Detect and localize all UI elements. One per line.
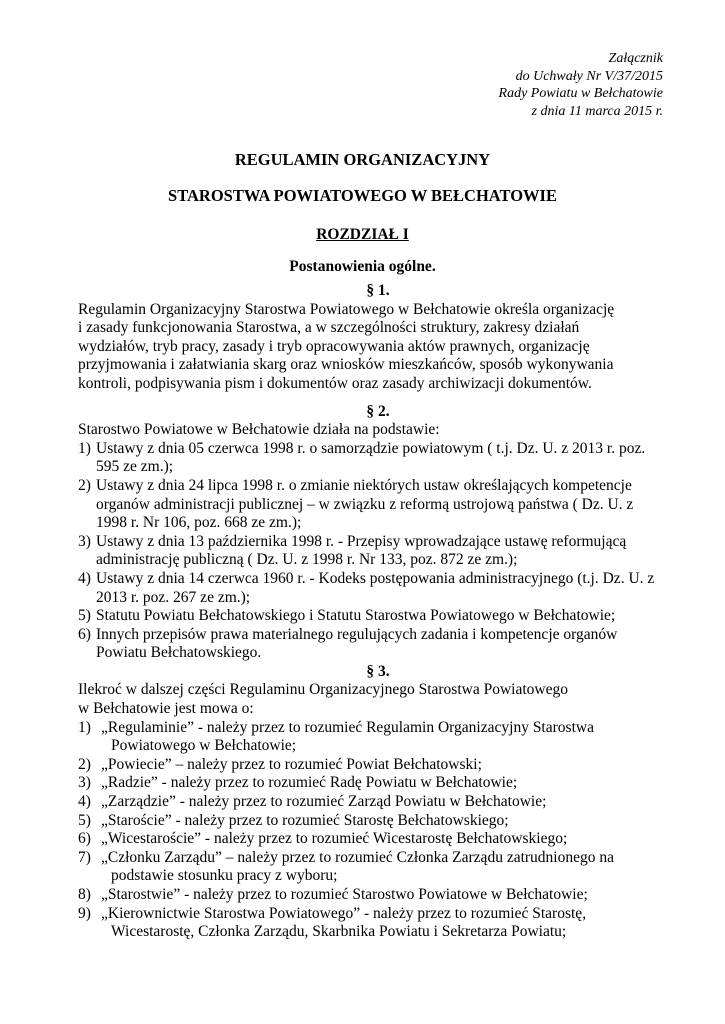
section-1-line: przyjmowania i załatwiania skarg oraz wniosków mieszkańców, sposób wykonywania (78, 356, 614, 374)
list-item-text: organów administracji publicznej – w związku z reformą ustrojową państwa ( Dz. U. z (96, 495, 634, 513)
list-item (78, 607, 678, 626)
list-item-text: „Starostwie” - należy przez to rozumieć Starostwo Powiatowe w Bełchatowie; (101, 886, 588, 903)
list-number: 3) (78, 532, 91, 550)
chapter-subtitle: Postanowienia ogólne. (289, 258, 436, 275)
attachment-line: z dnia 11 marca 2015 r. (531, 103, 663, 119)
list-number: 4) (78, 569, 91, 587)
list-item (78, 812, 678, 831)
list-number: 6) (78, 625, 91, 643)
list-number: 2) (78, 755, 91, 773)
list-item (78, 626, 678, 663)
attachment-note (499, 50, 663, 120)
section-1-line: wydziałów, tryb pracy, zasady i tryb opracowywania aktów prawnych, organizację (78, 337, 590, 355)
list-item-text: Wicestarostę, Członka Zarządu, Skarbnika Powiatu i Sekretarza Powiatu; (111, 923, 567, 941)
list-item (78, 905, 678, 942)
list-item-text: Ustawy z dnia 14 czerwca 1960 r. - Kodeks postępowania administracyjnego (t.j. Dz. U. z (96, 569, 655, 587)
list-item-text: podstawie stosunku pracy z wyboru; (111, 867, 338, 885)
list-item (78, 533, 678, 570)
section-2-sign: § 2. (366, 402, 390, 420)
list-item-text: „Powiecie” – należy przez to rozumieć Powiat Bełchatowski; (101, 755, 482, 773)
list-item-text: „Kierownictwie Starostwa Powiatowego” - należy przez to rozumieć Starostę, (101, 904, 587, 922)
list-item (78, 886, 678, 905)
list-number: 5) (78, 607, 91, 625)
list-item-text: Ustawy z dnia 24 lipca 1998 r. o zmianie niektórych ustaw określających kompetencje (96, 476, 632, 494)
list-item-text: 595 ze zm.); (96, 458, 174, 476)
list-item-text: 2013 r. poz. 267 ze zm.); (96, 588, 251, 606)
attachment-line: do Uchwały Nr V/37/2015 (515, 68, 663, 84)
list-item-text: administrację publiczną ( Dz. U. z 1998 r. Nr 133, poz. 872 ze zm.); (96, 551, 518, 569)
list-item (78, 477, 678, 533)
list-item-text: Ustawy z dnia 05 czerwca 1998 r. o samorządzie powiatowym ( t.j. Dz. U. z 2013 r. poz. (96, 439, 646, 457)
list-item-text: „Wicestaroście” - należy przez to rozumieć Wicestarostę Bełchatowskiego; (101, 830, 568, 848)
section-1-line: kontroli, podpisywania pism i dokumentów oraz zasady archiwizacji dokumentów. (78, 374, 592, 392)
list-number: 2) (78, 476, 91, 494)
section-1-sign: § 1. (366, 282, 390, 299)
section-3-intro: Ilekroć w dalszej części Regulaminu Organizacyjnego Starostwa Powiatowego (78, 681, 568, 699)
list-number: 3) (78, 774, 91, 792)
chapter-heading: ROZDZIAŁ I (316, 226, 409, 243)
list-item-text: Powiatowego w Bełchatowie; (111, 737, 297, 755)
list-number: 4) (78, 793, 91, 811)
list-item (78, 719, 678, 756)
list-item-text: Innych przepisów prawa materialnego regulujących zadania i kompetencje organów (96, 625, 618, 643)
list-item-text: „Regulaminie” - należy przez to rozumieć Regulamin Organizacyjny Starostwa (101, 718, 594, 736)
list-number: 6) (78, 830, 91, 848)
section-1-line: i zasady funkcjonowania Starostwa, a w szczególności struktury, zakresy działań (78, 319, 580, 337)
list-number: 5) (78, 811, 91, 829)
section-3-intro: w Bełchatowie jest mowa o: (78, 700, 254, 718)
list-item (78, 830, 678, 849)
list-item (78, 793, 678, 812)
list-item (78, 756, 678, 775)
list-number: 1) (78, 439, 91, 457)
list-number: 9) (78, 904, 91, 922)
list-item-text: 1998 r. Nr 106, poz. 668 ze zm.); (96, 514, 302, 532)
section-3-sign: § 3. (366, 662, 390, 680)
list-number: 1) (78, 718, 91, 736)
list-item (78, 774, 678, 793)
list-item-text: „Zarządzie” - należy przez to rozumieć Zarząd Powiatu w Bełchatowie; (101, 793, 547, 811)
attachment-line: Rady Powiatu w Bełchatowie (498, 86, 663, 101)
document-body (78, 282, 678, 942)
attachment-line: Załącznik (608, 51, 663, 66)
list-item-text: Ustawy z dnia 13 października 1998 r. - Przepisy wprowadzające ustawę reformującą (96, 532, 627, 550)
list-item (78, 849, 678, 886)
list-item-text: „Członku Zarządu” – należy przez to rozumieć Członka Zarządu zatrudnionego na (101, 848, 614, 866)
section-1-line: Regulamin Organizacyjny Starostwa Powiatowego w Bełchatowie określa organizację (78, 300, 615, 318)
list-item-text: Statutu Powiatu Bełchatowskiego i Statutu Starostwa Powiatowego w Bełchatowie; (96, 607, 616, 625)
list-item (78, 570, 678, 607)
list-item-text: „Radzie” - należy przez to rozumieć Radę Powiatu w Bełchatowie; (101, 774, 518, 792)
document-title: REGULAMIN ORGANIZACYJNY (234, 150, 491, 169)
list-number: 8) (78, 886, 91, 903)
list-item-text: Powiatu Bełchatowskiego. (96, 644, 262, 662)
list-item-text: „Staroście” - należy przez to rozumieć Starostę Bełchatowskiego; (101, 811, 509, 829)
list-item (78, 440, 678, 477)
section-2-intro: Starostwo Powiatowe w Bełchatowie działa na podstawie: (78, 421, 440, 439)
document-subtitle: STAROSTWA POWIATOWEGO W BEŁCHATOWIE (168, 186, 557, 205)
list-number: 7) (78, 848, 91, 866)
